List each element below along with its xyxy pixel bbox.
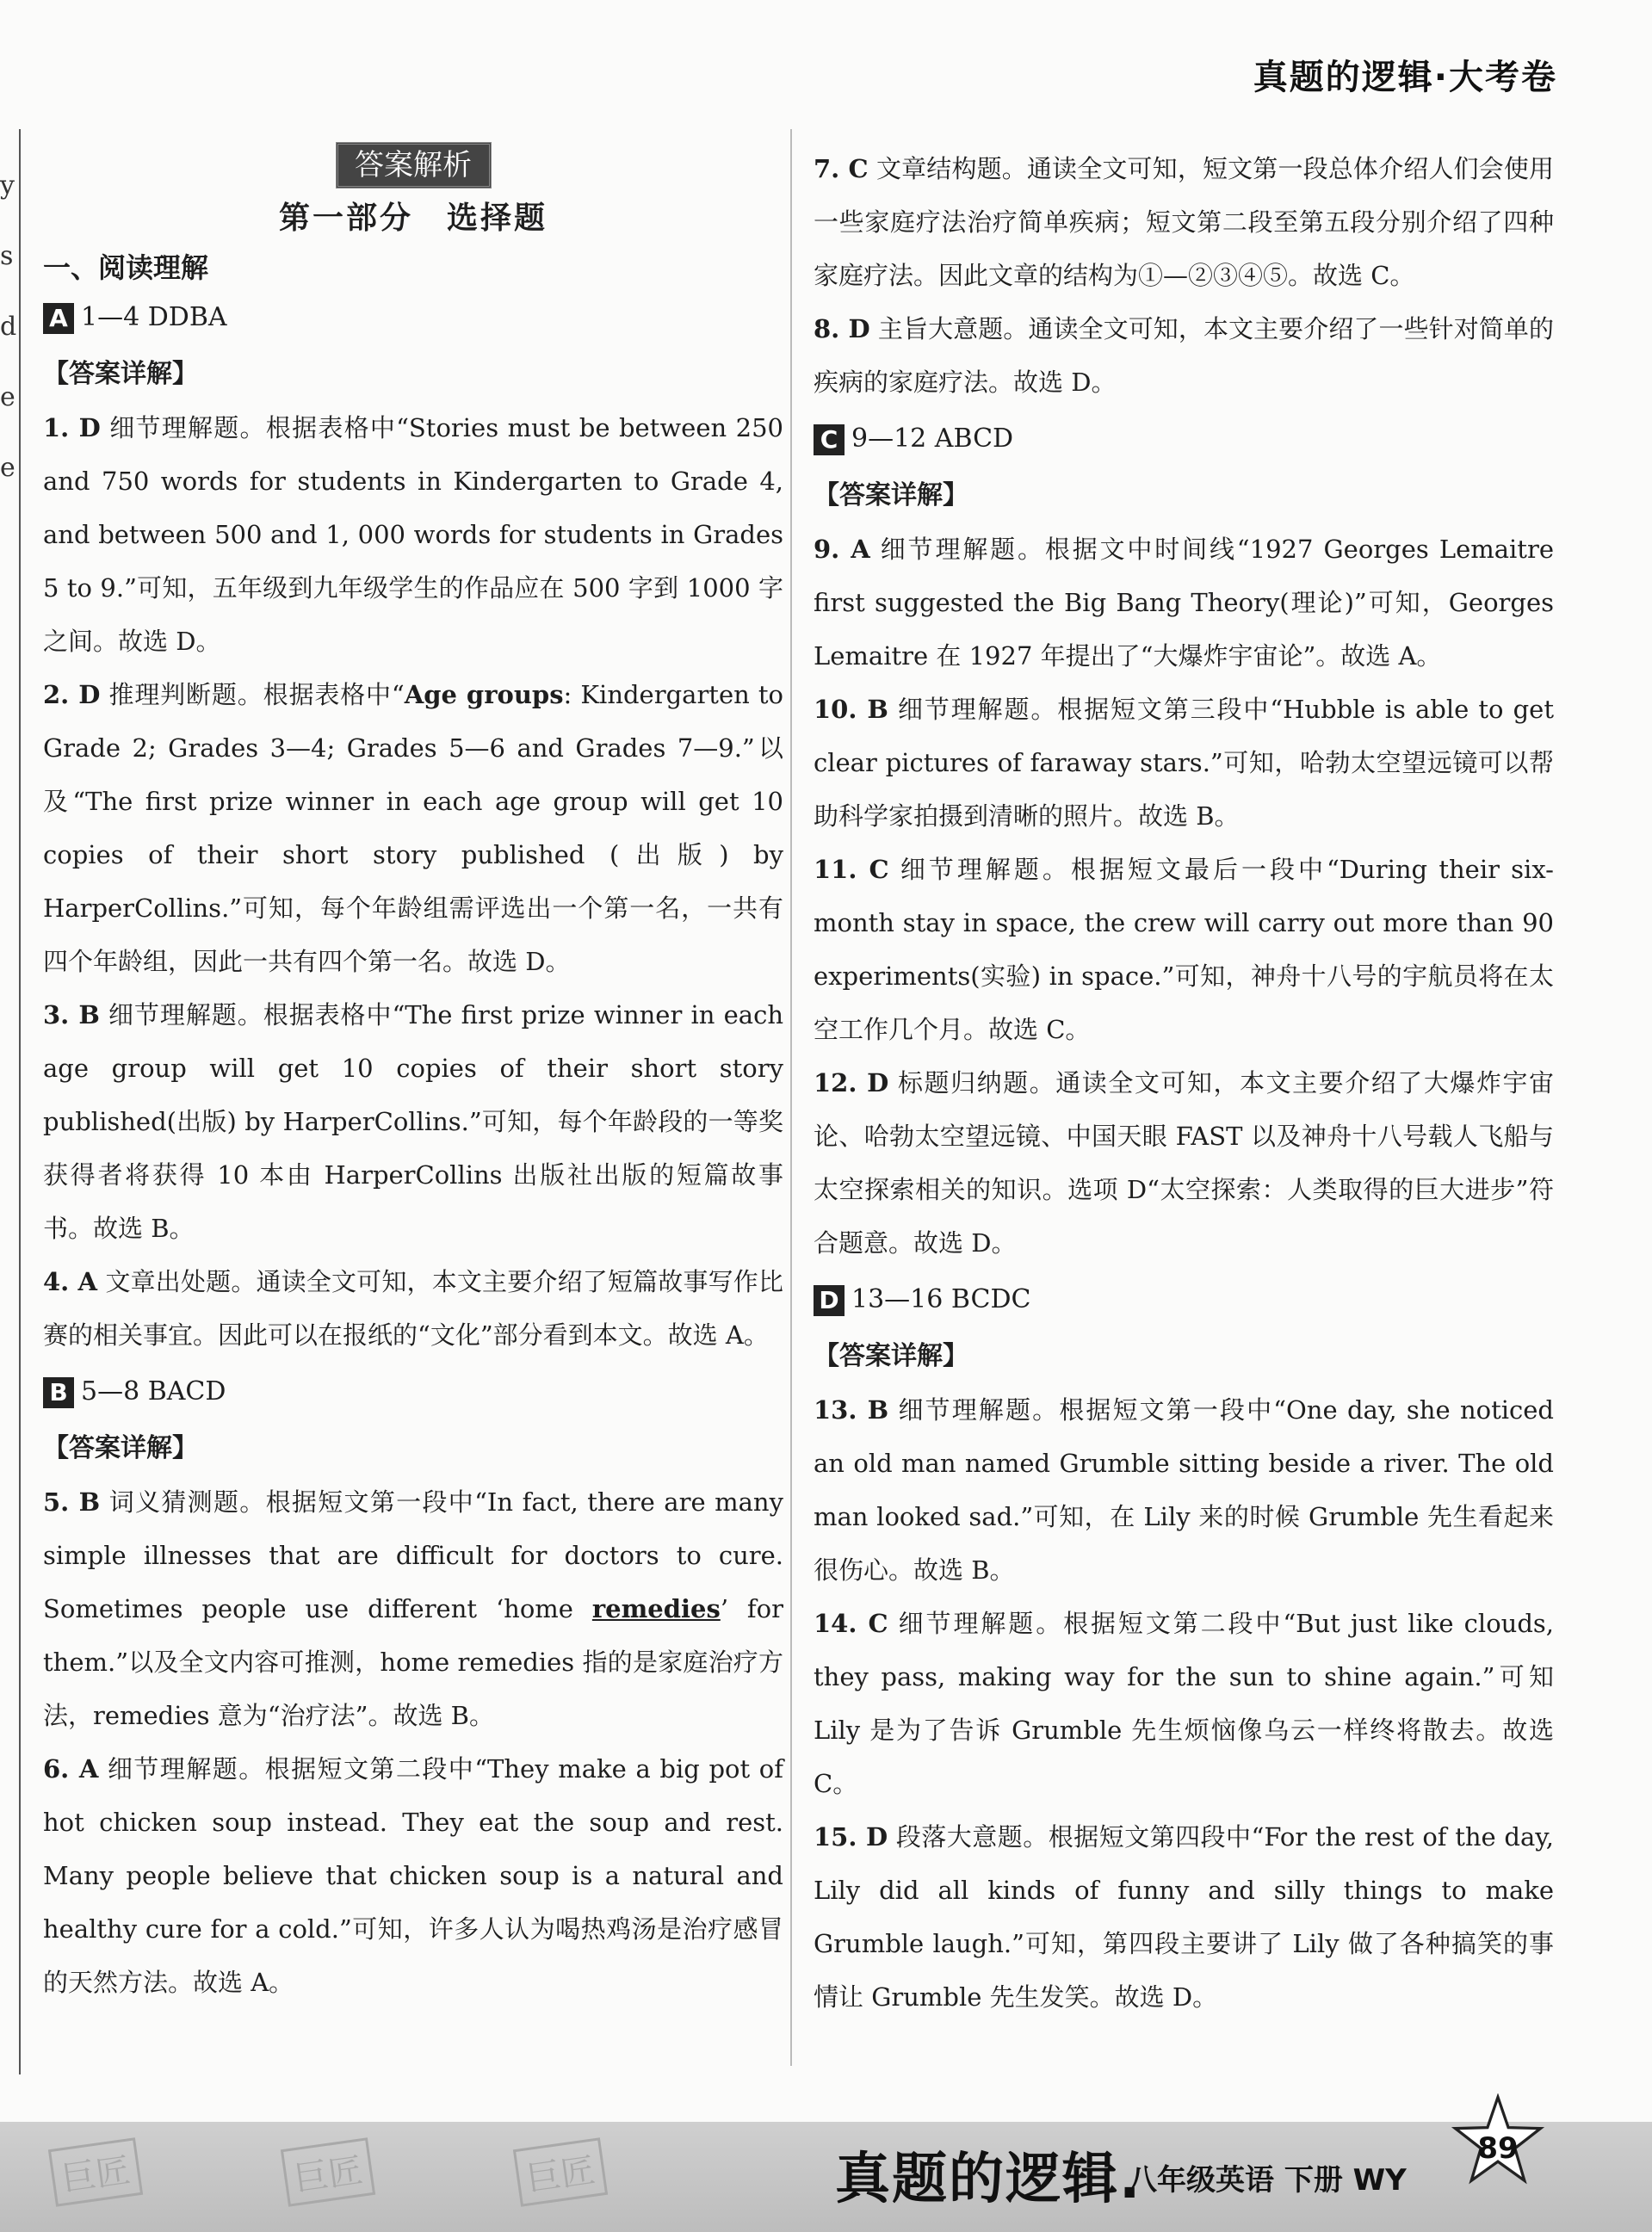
answer-2 <box>43 668 783 988</box>
answer-5 <box>43 1475 783 1742</box>
group-letter: B <box>43 1377 74 1408</box>
answer-3 <box>43 988 783 1255</box>
edge-letter: d <box>0 312 17 342</box>
group-b <box>43 1365 783 1419</box>
detail-label: 【答案详解】 <box>814 1341 968 1371</box>
answer-text-pre: 推理判断题。根据表格中“ <box>100 680 405 709</box>
watermark-stamp: 巨匠 <box>48 2137 143 2207</box>
answer-bold: Age groups <box>404 680 564 709</box>
answer-underlined: remedies <box>591 1594 721 1623</box>
group-a <box>43 291 783 344</box>
answer-text: ’ for them.”以及全文内容可推测，home remedies 指的是家庭治疗方法，remedies 意为“治疗法”。故选 B。 <box>43 1594 783 1730</box>
answer-number: 14. C <box>814 1609 888 1638</box>
group-c <box>814 412 1554 466</box>
answer-10 <box>814 683 1554 843</box>
group-letter: C <box>814 424 845 455</box>
answer-number: 15. D <box>814 1822 888 1852</box>
answer-12 <box>814 1056 1554 1270</box>
answer-number: 12. D <box>814 1068 889 1097</box>
answer-number: 5. B <box>43 1487 101 1517</box>
left-column <box>43 142 783 2009</box>
answer-1 <box>43 401 783 668</box>
edge-letter: e <box>0 453 15 483</box>
watermark-stamp: 巨匠 <box>513 2137 608 2207</box>
detail-label: 【答案详解】 <box>43 1433 198 1463</box>
part-title: 第一部分 选择题 <box>278 201 548 236</box>
edge-letter: e <box>0 382 15 412</box>
answer-6 <box>43 1742 783 2009</box>
answer-number: 9. A <box>814 535 870 564</box>
edge-letters <box>0 151 17 504</box>
answer-7 <box>814 142 1554 302</box>
group-d <box>814 1273 1554 1326</box>
answer-4 <box>43 1255 783 1362</box>
answer-13 <box>814 1383 1554 1597</box>
edge-letter: y <box>0 170 15 201</box>
answer-number: 13. B <box>814 1395 889 1425</box>
section-title: 一、阅读理解 <box>43 251 209 284</box>
answer-text: 细节理解题。根据表格中“The first prize winner in each age group will get 10 copies of their short story published(出版) by HarperCollins.”可知，每个年龄段的一等奖获得者将获得 10 本由 HarperCollins 出版社出版的短篇故事书。故选 B。 <box>43 1000 783 1243</box>
answer-text-pre: 词义猜测题。根据短文第一段中“In fact, there are many simple illnesses that are difficult for doctors to cure. Sometimes people use different ‘home <box>43 1487 783 1623</box>
answer-text: 文章出处题。通读全文可知，本文主要介绍了短篇故事写作比赛的相关事宜。因此可以在报纸的“文化”部分看到本文。故选 A。 <box>43 1267 783 1350</box>
answer-number: 1. D <box>43 413 101 442</box>
answer-text: 细节理解题。根据文中时间线“1927 Georges Lemaitre first suggested the Big Bang Theory(理论)”可知，Georges Lemaitre 在 1927 年提出了“大爆炸宇宙论”。故选 A。 <box>814 535 1554 671</box>
answer-8 <box>814 302 1554 409</box>
right-column <box>814 142 1554 2024</box>
group-answers: 13—16 BCDC <box>851 1284 1031 1314</box>
edge-letter: s <box>0 241 14 271</box>
footer-brand: 真题的逻辑. <box>835 2148 1142 2211</box>
answer-text: 标题归纳题。通读全文可知，本文主要介绍了大爆炸宇宙论、哈勃太空望远镜、中国天眼 FAST 以及神舟十八号载人飞船与太空探索相关的知识。选项 D“太空探索：人类取得的巨大进步”符合题意。故选 D。 <box>814 1068 1554 1258</box>
answer-number: 2. D <box>43 680 101 709</box>
answer-text: 段落大意题。根据短文第四段中“For the rest of the day, Lily did all kinds of funny and silly things to make Grumble laugh.”可知，第四段主要讲了 Lily 做了各种搞笑的事情让 Grumble 先生发笑。故选 D。 <box>814 1822 1554 2012</box>
answer-text: 文章结构题。通读全文可知，短文第一段总体介绍人们会使用一些家庭疗法治疗简单疾病；短文第二段至第五段分别介绍了四种家庭疗法。因此文章的结构为①—②③④⑤。故选 C。 <box>814 154 1554 290</box>
detail-label: 【答案详解】 <box>814 480 968 510</box>
group-answers: 9—12 ABCD <box>851 424 1014 454</box>
answer-number: 6. A <box>43 1754 99 1784</box>
answer-number: 3. B <box>43 1000 100 1029</box>
answer-tag: 答案解析 <box>336 142 492 189</box>
answer-number: 4. A <box>43 1267 98 1296</box>
page-number: 89 <box>1477 2131 1519 2166</box>
group-letter: A <box>43 303 74 334</box>
answer-15 <box>814 1810 1554 2024</box>
detail-label: 【答案详解】 <box>43 359 198 389</box>
header-title: 真题的逻辑·大考卷 <box>1253 58 1557 97</box>
answer-9 <box>814 522 1554 683</box>
answer-number: 8. D <box>814 314 870 343</box>
answer-text: 细节理解题。根据短文第三段中“Hubble is able to get clear pictures of faraway stars.”可知，哈勃太空望远镜可以帮助科学家拍摄到清晰的照片。故选 B。 <box>814 695 1554 831</box>
group-answers: 5—8 BACD <box>81 1376 226 1407</box>
answer-text: 主旨大意题。通读全文可知，本文主要介绍了一些针对简单的疾病的家庭疗法。故选 D。 <box>814 314 1554 397</box>
answer-number: 11. C <box>814 855 889 884</box>
answer-text: 细节理解题。根据短文第二段中“But just like clouds, they pass, making way for the sun to shine again.”可知 Lily 是为了告诉 Grumble 先生烦恼像乌云一样终将散去。故选 C。 <box>814 1609 1554 1798</box>
answer-14 <box>814 1597 1554 1810</box>
answer-11 <box>814 843 1554 1056</box>
group-answers: 1—4 DDBA <box>81 302 227 332</box>
answer-text: 细节理解题。根据表格中“Stories must be between 250 and 750 words for students in Kindergarten to Grade 4, and between 500 and 1, 000 words for students in Grades 5 to 9.”可知，五年级到九年级学生的作品应在 500 字到 1000 字之间。故选 D。 <box>43 413 783 656</box>
answer-number: 10. B <box>814 695 888 724</box>
answer-text: 细节理解题。根据短文第二段中“They make a big pot of hot chicken soup instead. They eat the soup and rest. Many people believe that chicken soup is a natural and healthy cure for a cold.”可知，许多人认为喝热鸡汤是治疗感冒的天然方法。故选 A。 <box>43 1754 783 1997</box>
answer-text: : Kindergarten to Grade 2; Grades 3—4; Grades 5—6 and Grades 7—9.”以及“The first prize winner in each age group will get 10 copies of their short story published (出版) by HarperCollins.”可知，每个年龄组需评选出一个第一名，一共有四个年龄组，因此一共有四个第一名。故选 D。 <box>43 680 783 976</box>
answer-number: 7. C <box>814 154 869 183</box>
footer-subtitle: 八年级英语 下册 WY <box>1128 2163 1407 2198</box>
column-divider <box>790 129 792 2066</box>
group-letter: D <box>814 1285 845 1316</box>
answer-text: 细节理解题。根据短文第一段中“One day, she noticed an old man named Grumble sitting beside a river. The old man looked sad.”可知，在 Lily 来的时候 Grumble 先生看起来很伤心。故选 B。 <box>814 1395 1554 1585</box>
watermark-stamp: 巨匠 <box>281 2137 375 2207</box>
answer-text: 细节理解题。根据短文最后一段中“During their six-month stay in space, the crew will carry out more than 90 experiments(实验) in space.”可知，神舟十八号的宇航员将在太空工作几个月。故选 C。 <box>814 855 1554 1044</box>
